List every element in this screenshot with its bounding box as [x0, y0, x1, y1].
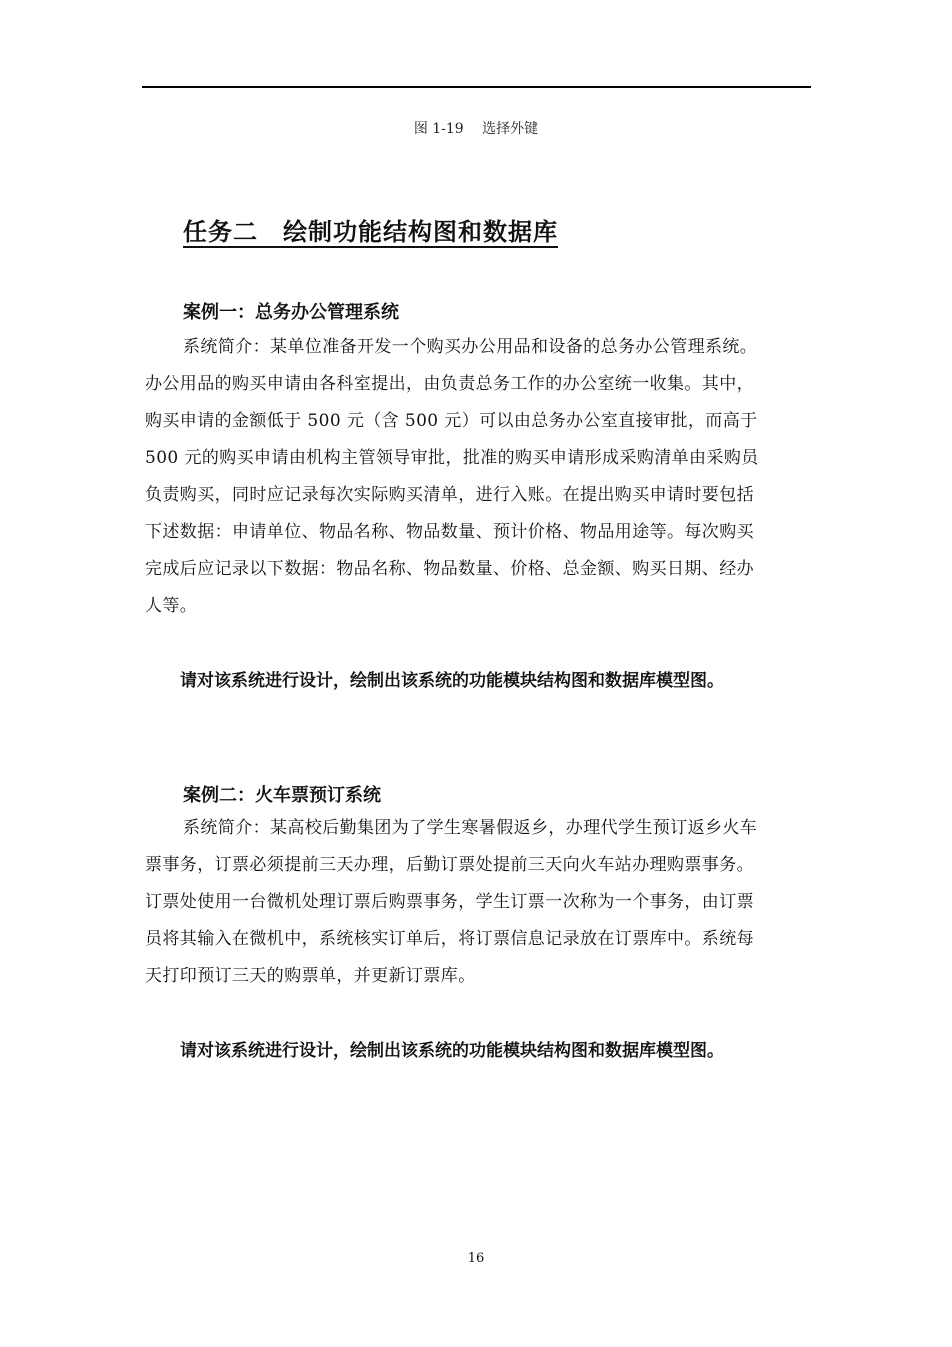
case1-line-5: 负责购买，同时应记录每次实际购买清单，进行入账。在提出购买申请时要包括	[145, 485, 754, 505]
case2-prompt: 请对该系统进行设计，绘制出该系统的功能模块结构图和数据库模型图。	[180, 1041, 724, 1061]
case1-prompt: 请对该系统进行设计，绘制出该系统的功能模块结构图和数据库模型图。	[180, 671, 724, 691]
case2-line-5: 天打印预订三天的购票单，并更新订票库。	[145, 966, 476, 986]
figure-caption: 图 1-19 选择外键	[413, 121, 539, 137]
case2-line-4: 员将其输入在微机中，系统核实订单后，将订票信息记录放在订票库中。系统每	[145, 929, 754, 949]
task-title: 任务二 绘制功能结构图和数据库	[183, 217, 558, 246]
case1-line-4: 500 元的购买申请由机构主管领导审批，批准的购买申请形成采购清单由采购员	[145, 448, 759, 468]
case1-line-7: 完成后应记录以下数据：物品名称、物品数量、价格、总金额、购买日期、经办	[145, 559, 754, 579]
case1-line-3: 购买申请的金额低于 500 元（含 500 元）可以由总务办公室直接审批，而高于	[145, 411, 758, 431]
case2-line-1: 系统简介：某高校后勤集团为了学生寒暑假返乡，办理代学生预订返乡火车	[183, 818, 758, 838]
header-rule	[142, 86, 811, 88]
case1-line-6: 下述数据：申请单位、物品名称、物品数量、预计价格、物品用途等。每次购买	[145, 522, 754, 542]
case1-line-1: 系统简介：某单位准备开发一个购买办公用品和设备的总务办公管理系统。	[183, 337, 758, 357]
case1-line-2: 办公用品的购买申请由各科室提出，由负责总务工作的办公室统一收集。其中，	[145, 374, 754, 394]
case1-heading: 案例一：总务办公管理系统	[183, 302, 399, 323]
case2-heading: 案例二：火车票预订系统	[183, 785, 381, 806]
case2-line-2: 票事务，订票必须提前三天办理，后勤订票处提前三天向火车站办理购票事务。	[145, 855, 754, 875]
case1-line-8: 人等。	[145, 596, 198, 616]
page-number: 16	[467, 1251, 485, 1266]
case2-line-3: 订票处使用一台微机处理订票后购票事务，学生订票一次称为一个事务，由订票	[145, 892, 754, 912]
